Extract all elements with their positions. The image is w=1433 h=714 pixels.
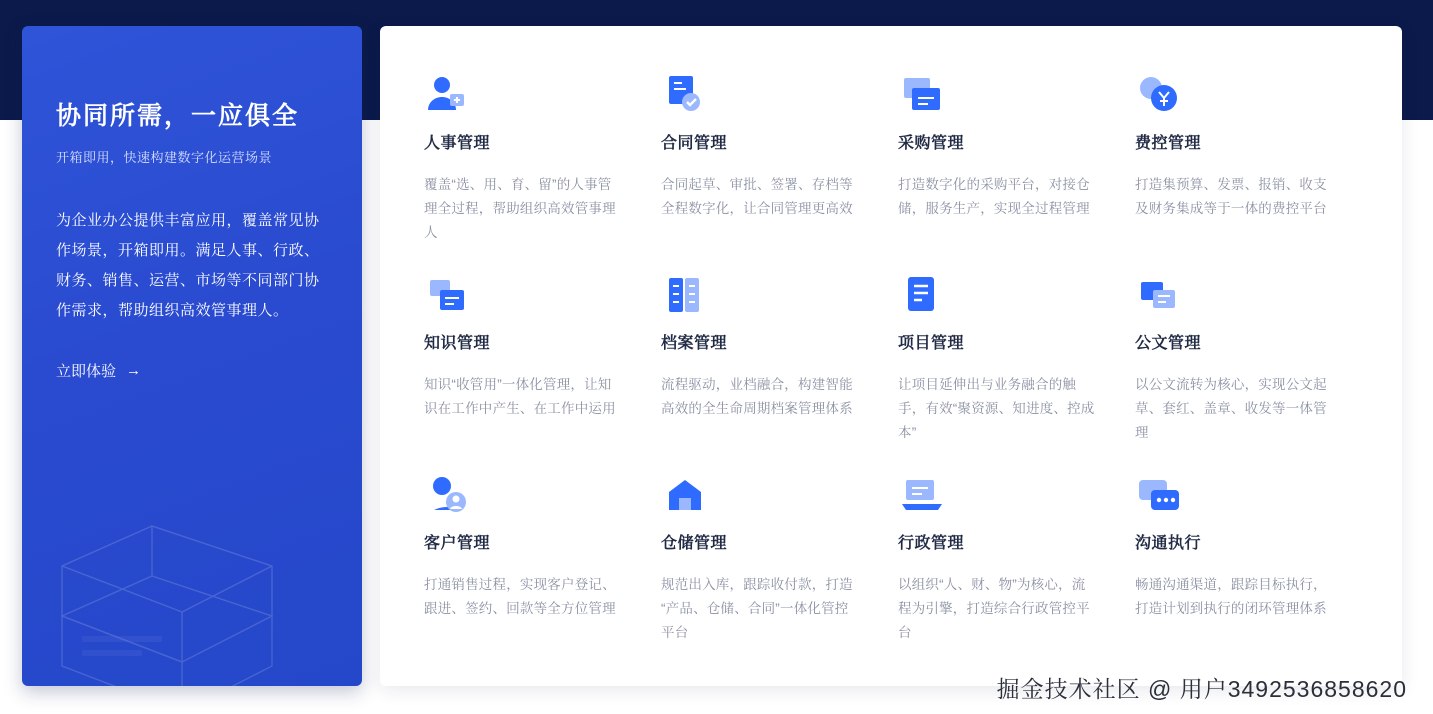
- contract-stamp-icon: [661, 74, 705, 114]
- feature-title: 档案管理: [661, 335, 728, 352]
- feature-title: 客户管理: [424, 535, 491, 552]
- features-panel: [380, 26, 1402, 686]
- feature-title: 合同管理: [661, 135, 728, 152]
- feature-title: 知识管理: [424, 335, 491, 352]
- official-doc-icon: [1135, 274, 1179, 314]
- hero-subtitle: 开箱即用，快速构建数字化运营场景: [56, 149, 273, 165]
- hero-box-illustration: [22, 466, 362, 686]
- arrow-right-icon: →: [126, 361, 142, 379]
- feature-grid: [424, 74, 1362, 674]
- feature-title: 人事管理: [424, 135, 491, 152]
- feature-description: 合同起草、审批、签署、存档等全程数字化，让合同管理更高效: [661, 177, 853, 216]
- feature-description: 以公文流转为核心，实现公文起草、套红、盖章、收发等一体管理: [1135, 377, 1327, 440]
- feature-title: 行政管理: [898, 535, 965, 552]
- expense-yuan-icon: [1135, 74, 1179, 114]
- feature-card[interactable]: [898, 474, 1125, 674]
- hero-cta-label: 立即体验: [56, 362, 117, 380]
- feature-description: 知识“收管用”一体化管理，让知识在工作中产生、在工作中运用: [424, 377, 616, 416]
- feature-title: 费控管理: [1135, 135, 1202, 152]
- hero-cta-button[interactable]: [56, 360, 141, 381]
- archive-cabinet-icon: [661, 274, 705, 314]
- feature-card[interactable]: [424, 274, 651, 474]
- feature-card[interactable]: [1135, 74, 1362, 274]
- watermark-text: 掘金技术社区 @ 用户3492536858620: [996, 676, 1407, 702]
- feature-description: 让项目延伸出与业务融合的触手，有效“聚资源、知进度、控成本”: [898, 377, 1095, 440]
- feature-description: 以组织“人、财、物”为核心，流程为引擎，打造综合行政管控平台: [898, 577, 1090, 640]
- feature-card[interactable]: [1135, 274, 1362, 474]
- user-add-icon: [424, 74, 468, 114]
- project-doc-icon: [898, 274, 942, 314]
- feature-title: 项目管理: [898, 335, 965, 352]
- feature-description: 畅通沟通渠道，跟踪目标执行，打造计划到执行的闭环管理体系: [1135, 577, 1327, 616]
- feature-title: 沟通执行: [1135, 535, 1202, 552]
- feature-card[interactable]: [898, 74, 1125, 274]
- customer-cloud-icon: [424, 474, 468, 514]
- feature-title: 仓储管理: [661, 535, 728, 552]
- feature-description: 打造数字化的采购平台，对接仓储，服务生产，实现全过程管理: [898, 177, 1090, 216]
- feature-description: 覆盖“选、用、育、留”的人事管理全过程，帮助组织高效管事理人: [424, 177, 616, 240]
- hero-panel: [22, 26, 362, 686]
- feature-title: 公文管理: [1135, 335, 1202, 352]
- purchase-screen-icon: [898, 74, 942, 114]
- feature-description: 流程驱动，业档融合，构建智能高效的全生命周期档案管理体系: [661, 377, 853, 416]
- hero-title: 协同所需，一应俱全: [56, 102, 300, 130]
- feature-description: 打通销售过程，实现客户登记、跟进、签约、回款等全方位管理: [424, 577, 616, 616]
- warehouse-box-icon: [661, 474, 705, 514]
- feature-card[interactable]: [424, 474, 651, 674]
- knowledge-book-icon: [424, 274, 468, 314]
- admin-laptop-icon: [898, 474, 942, 514]
- feature-card[interactable]: [898, 274, 1125, 474]
- feature-title: 采购管理: [898, 135, 965, 152]
- feature-description: 打造集预算、发票、报销、收支及财务集成等于一体的费控平台: [1135, 177, 1327, 216]
- feature-card[interactable]: [424, 74, 651, 274]
- feature-card[interactable]: [661, 74, 888, 274]
- chat-bubble-icon: [1135, 474, 1179, 514]
- feature-description: 规范出入库，跟踪收付款，打造“产品、仓储、合同”一体化管控平台: [661, 577, 853, 640]
- feature-card[interactable]: [661, 474, 888, 674]
- feature-card[interactable]: [1135, 474, 1362, 674]
- hero-description: 为企业办公提供丰富应用，覆盖常见协作场景，开箱即用。满足人事、行政、财务、销售、运营、市场等不同部门协作需求，帮助组织高效管事理人。: [56, 211, 320, 319]
- feature-card[interactable]: [661, 274, 888, 474]
